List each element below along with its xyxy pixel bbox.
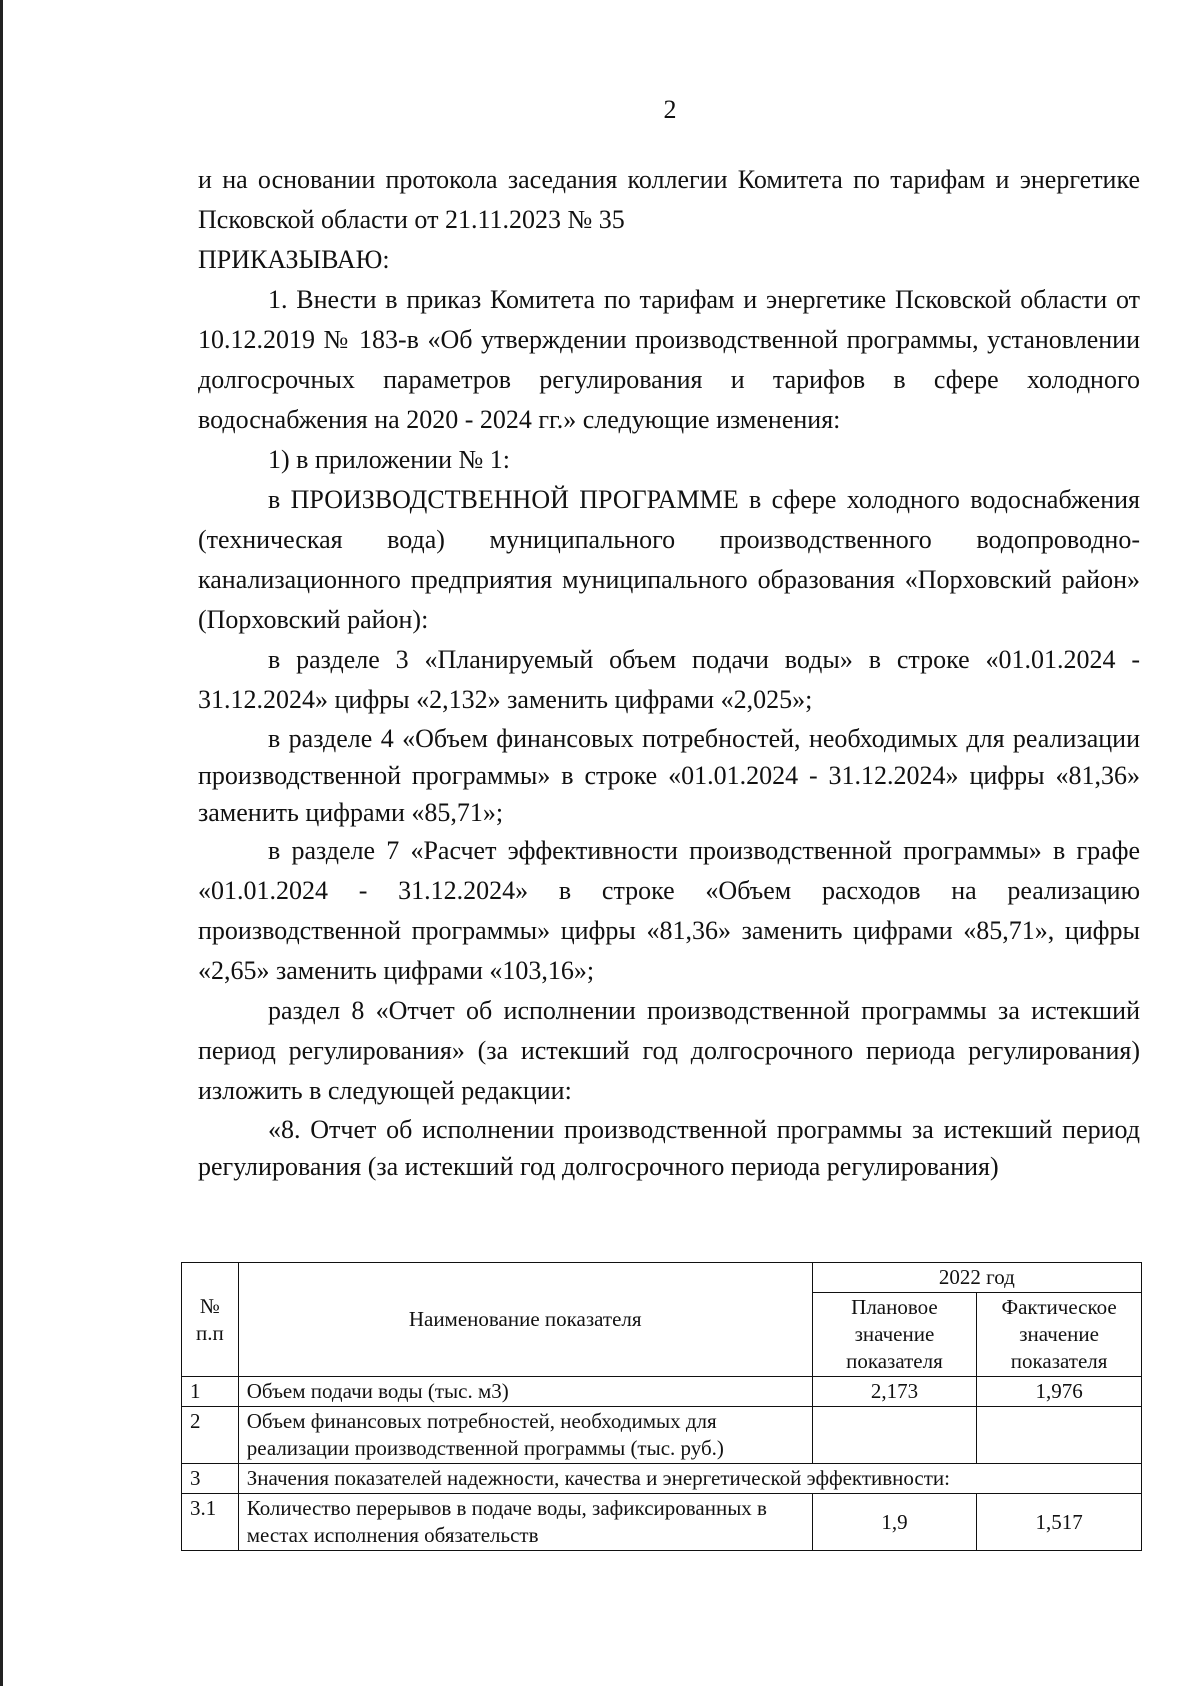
table-row [182,1377,1142,1407]
paragraph-appendix: 1) в приложении № 1: [268,445,511,474]
row-plan: 1,9 [812,1494,977,1551]
row-num: 1 [182,1377,239,1407]
row-name: Объем подачи воды (тыс. м3) [238,1377,812,1407]
header-name: Наименование показателя [238,1263,812,1377]
paragraph-section-4: в разделе 4 «Объем финансовых потребностей, необходимых для реализации производственной программы» в строке «01.01.2024 - 31.12.2024» цифры «81,36» заменить цифрами «85,71»; [198,724,1140,827]
row-plan: 2,173 [812,1377,977,1407]
paragraph-basis: и на основании протокола заседания коллегии Комитета по тарифам и энергетике Псковской области от 21.11.2023 № 35 [198,165,1140,234]
paragraph-item-1: 1. Внести в приказ Комитета по тарифам и энергетике Псковской области от 10.12.2019 № 183-в «Об утверждении производственной программы, установлении долгосрочных параметров регулирования и тарифов в сфере холодного водоснабжения на 2020 - 2024 гг.» следующие изменения: [198,285,1140,434]
scan-edge [0,0,3,1686]
row-name: Объем финансовых потребностей, необходимых для реализации производственной программы (тыс. руб.) [238,1407,812,1464]
page-number: 2 [663,95,677,124]
row-name: Значения показателей надежности, качества и энергетической эффективности: [238,1464,1141,1494]
row-num: 2 [182,1407,239,1464]
header-year: 2022 год [812,1263,1141,1293]
paragraph-report-heading: «8. Отчет об исполнении производственной программы за истекший период регулирования (за истекший год долгосрочного периода регулирования) [198,1115,1140,1181]
header-fact: Фактическое значение показателя [977,1293,1142,1377]
paragraph-section-7: в разделе 7 «Расчет эффективности производственной программы» в графе «01.01.2024 - 31.12.2024» в строке «Объем расходов на реализацию производственной программы» цифры «81,36» заменить цифрами «85,71», цифры «2,65» заменить цифрами «103,16»; [198,836,1140,985]
header-plan: Плановое значение показателя [812,1293,977,1377]
table-row [182,1494,1142,1551]
table-header-row [182,1263,1142,1293]
table-row [182,1407,1142,1464]
paragraph-program: в ПРОИЗВОДСТВЕННОЙ ПРОГРАММЕ в сфере холодного водоснабжения (техническая вода) муниципального производственного водопроводно-канализационного предприятия муниципального образования «Порховский район» (Порховский район): [198,485,1140,634]
header-num: № п.п [182,1263,239,1377]
row-num: 3.1 [182,1494,239,1551]
table-row [182,1464,1142,1494]
row-plan [812,1407,977,1464]
row-fact [977,1407,1142,1464]
report-table [181,1262,1142,1551]
row-fact: 1,976 [977,1377,1142,1407]
row-fact: 1,517 [977,1494,1142,1551]
paragraph-order-word: ПРИКАЗЫВАЮ: [198,245,390,274]
document-body [198,160,1140,1185]
row-num: 3 [182,1464,239,1494]
paragraph-section-8: раздел 8 «Отчет об исполнении производственной программы за истекший период регулирования» (за истекший год долгосрочного периода регулирования) изложить в следующей редакции: [198,996,1140,1105]
paragraph-section-3: в разделе 3 «Планируемый объем подачи воды» в строке «01.01.2024 - 31.12.2024» цифры «2,132» заменить цифрами «2,025»; [198,645,1140,714]
row-name: Количество перерывов в подаче воды, зафиксированных в местах исполнения обязательств [238,1494,812,1551]
